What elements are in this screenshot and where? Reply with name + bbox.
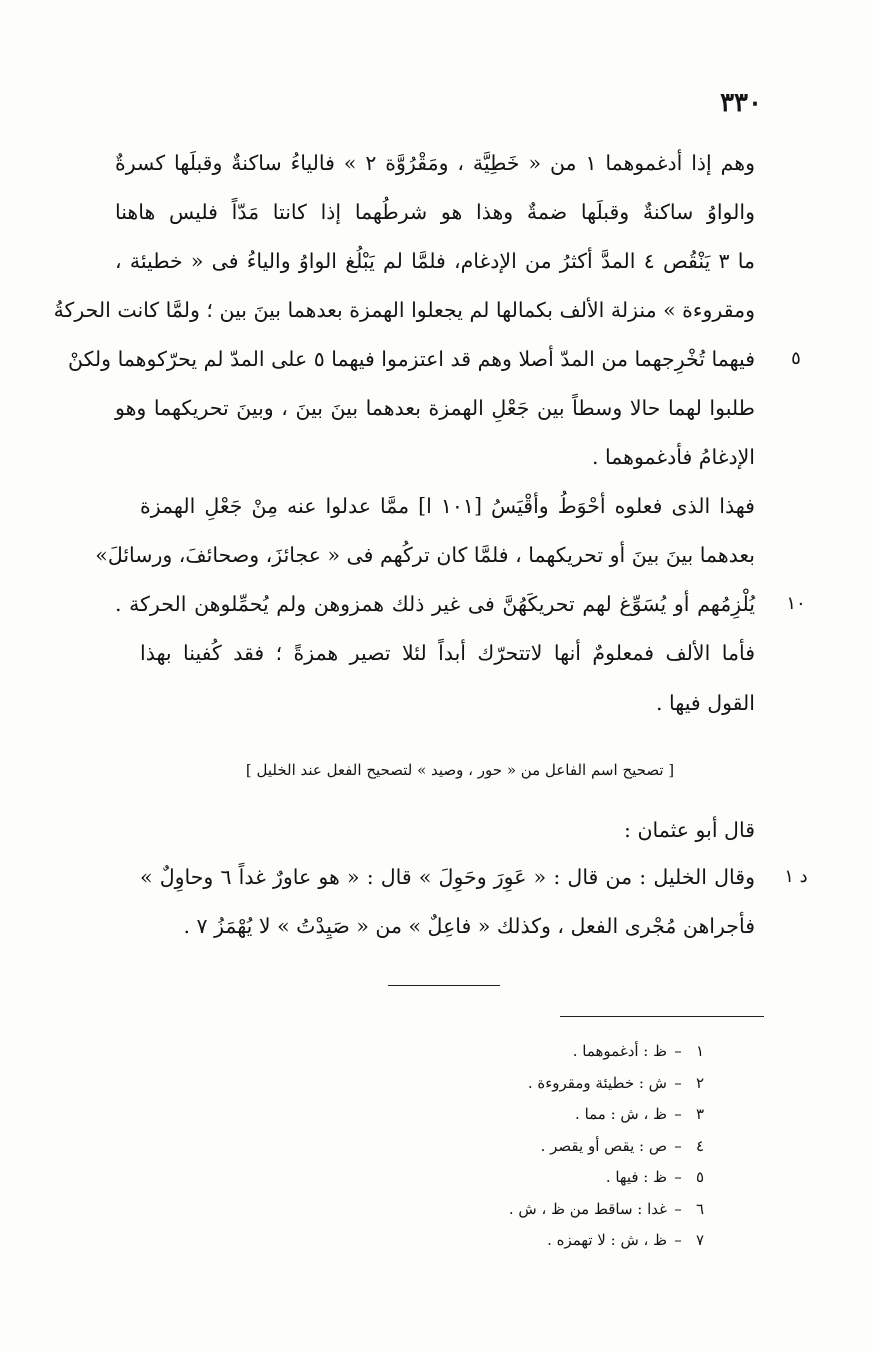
text-line: فيهما تُخْرِجهما من المدّ أصلا وهم قد اعتزموا فيهما ٥ على المدّ لم يحرّكوهما ولكنْ <box>68 347 755 371</box>
footnote-dash: – <box>674 1231 682 1249</box>
speaker-line: قال أبو عثمان : <box>624 818 755 842</box>
footnote <box>381 1099 711 1131</box>
footnote <box>381 1131 711 1163</box>
footnote <box>381 1162 711 1194</box>
footnote-rule <box>560 1016 764 1017</box>
text-line: والواوُ ساكنةٌ وقبلَها ضمةٌ وهذا هو شرطُهما إذا كانتا مَدّاً فليس هاهنا <box>115 200 755 224</box>
text-line: يُلْزِمُهم أو يُسَوِّغ لهم تحريكَهُنَّ فى غير ذلك همزوهن ولم يُحمِّلوهن الحركة . <box>115 592 755 616</box>
section-heading: [ تصحيح اسم الفاعل من « حور ، وصيد » لتصحيح الفعل عند الخليل ] <box>245 761 675 779</box>
text-line: وقال الخليل : من قال : « عَوِرَ وحَوِلَ » قال : « هو عاورٌ غداً ٦ وحاوِلٌ » <box>140 865 755 889</box>
text-line: بعدهما بينَ بينَ أو تحريكهما ، فلمَّا كان تركُهم فى « عجائزَ، وصحائفَ، ورسائلَ» <box>95 543 755 567</box>
footnote-number: ٤ <box>695 1136 705 1155</box>
footnote <box>381 1225 711 1257</box>
footnote <box>381 1068 711 1100</box>
paragraph-start-line: فهذا الذى فعلوه أحْوَطُ وأقْيَسُ [١٠١ ا] ممَّا عدلوا عنه مِنْ جَعْلِ الهمزة <box>140 494 755 518</box>
footnote-text: غدا : ساقط من ظ ، ش . <box>508 1199 667 1218</box>
footnote-text: ظ ، ش : لا تهمزه . <box>547 1231 667 1249</box>
footnote-text: ش : خطيئة ومقروءة . <box>527 1073 667 1092</box>
footnote-dash: – <box>674 1168 682 1186</box>
end-rule <box>388 985 500 986</box>
text-line: القول فيها . <box>655 691 755 715</box>
footnote-number: ١ <box>695 1042 705 1060</box>
footnote-number: ٣ <box>695 1105 705 1123</box>
footnote-dash: – <box>674 1199 682 1218</box>
page-number: ٣٣٠ <box>720 88 762 118</box>
text-line: وهم إذا أدغموهما ١ من « خَطِيَّة ، ومَقْرُوَّة ٢ » فالياءُ ساكنةٌ وقبلَها كسرةٌ <box>115 151 756 175</box>
footnote-number: ٥ <box>695 1168 705 1186</box>
footnote-dash: – <box>674 1042 682 1060</box>
footnote-dash: – <box>674 1073 682 1092</box>
footnote-dash: – <box>674 1105 682 1123</box>
margin-reference: د ١ <box>784 866 808 887</box>
footnote-number: ٦ <box>695 1199 705 1218</box>
footnote <box>381 1194 711 1226</box>
footnote <box>381 1036 711 1068</box>
footnote-text: ظ : أدغموهما . <box>572 1042 667 1060</box>
line-number-5: ٥ <box>791 348 801 369</box>
footnote-text: ظ ، ش : مما . <box>575 1105 667 1123</box>
text-line: ومقروءة » منزلة الألف بكمالها لم يجعلوا الهمزة بعدهما بينَ بين ؛ ولمَّا كانت الحركةُ <box>53 298 755 322</box>
text-line: الإدغامُ فأدغموهما . <box>592 445 755 469</box>
footnote-text: ظ : فيها . <box>605 1168 667 1186</box>
paragraph-start-line: فأما الألف فمعلومٌ أنها لاتتحرّك أبداً لئلا تصير همزةً ؛ فقد كُفينا بهذا <box>140 641 755 665</box>
text-line: فأجراهن مُجْرى الفعل ، وكذلك « فاعِلٌ » من « صَيِدْتُ » لا يُهْمَزُ ٧ . <box>183 914 755 938</box>
text-line: طلبوا لهما حالا وسطاً بين جَعْلِ الهمزة بعدهما بينَ بينَ ، وبينَ تحريكهما وهو <box>115 396 755 420</box>
footnote-text: ص : يقص أو يقصر . <box>540 1136 667 1155</box>
footnote-number: ٧ <box>695 1231 705 1249</box>
footnotes <box>381 1036 711 1257</box>
text-line: ما ٣ يَنْقُص ٤ المدَّ أكثرُ من الإدغام، فلمَّا لم يَبْلُغ الواوُ والياءُ فى « خطيئة ، <box>115 249 755 273</box>
footnote-dash: – <box>674 1136 682 1155</box>
line-number-10: ١٠ <box>786 593 806 614</box>
footnote-number: ٢ <box>695 1073 705 1092</box>
